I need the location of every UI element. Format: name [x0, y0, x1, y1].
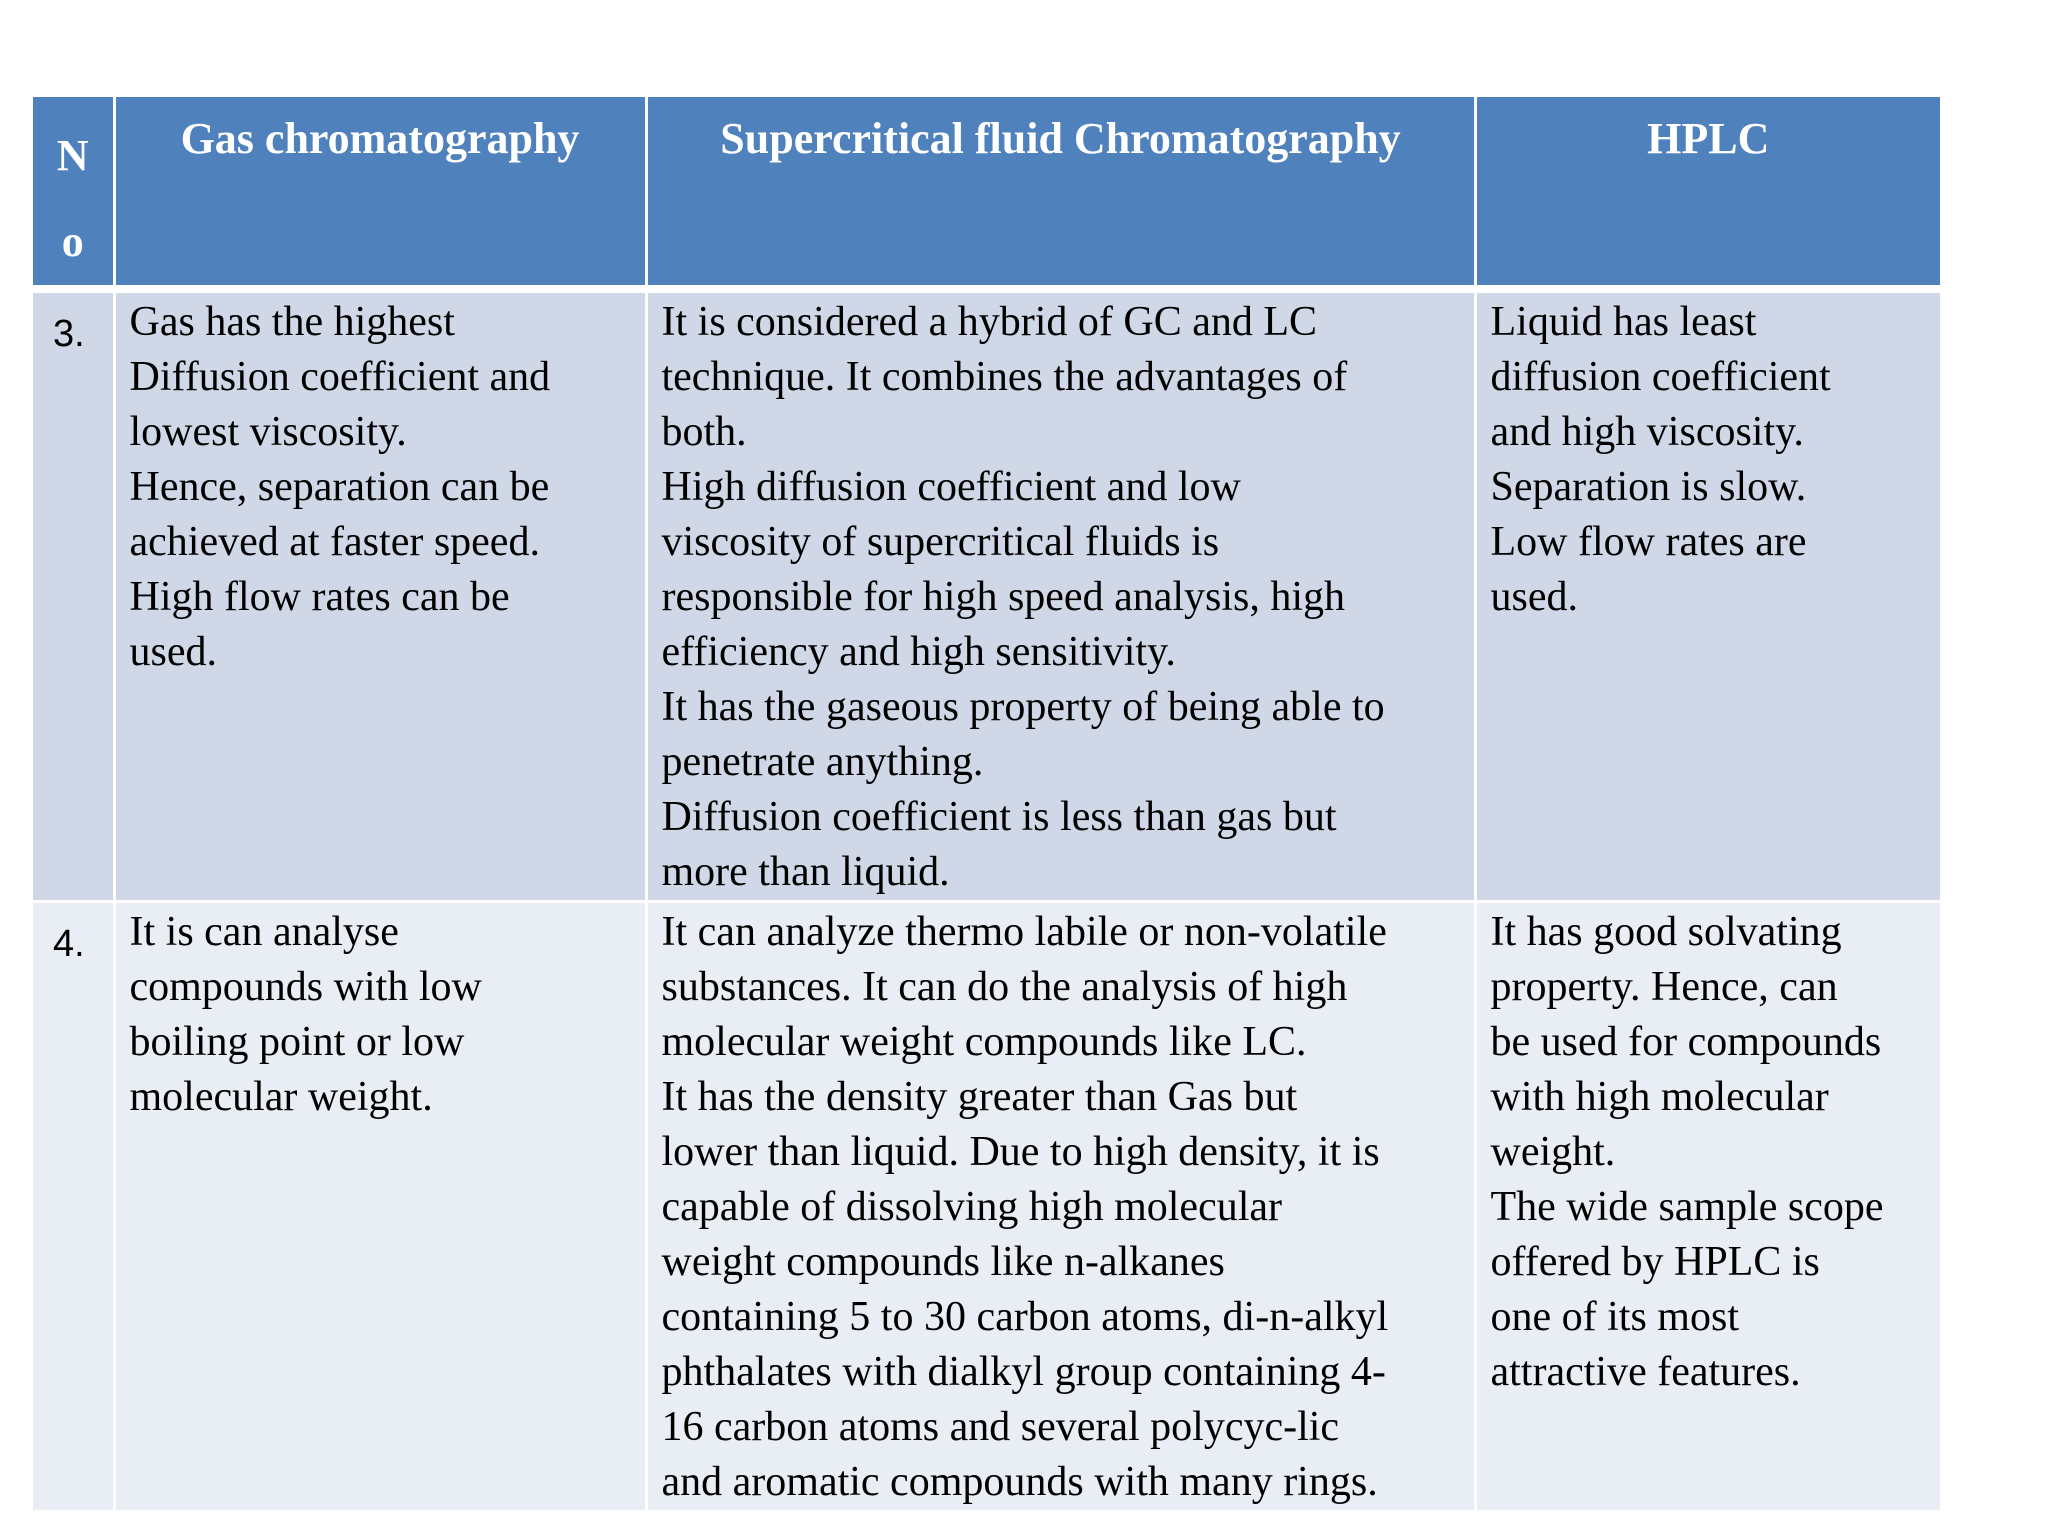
cell-line: offered by HPLC is: [1490, 1239, 1820, 1285]
cell-line: weight.: [1490, 1129, 1616, 1175]
cell-line: Liquid has least: [1490, 299, 1757, 345]
cell-line: property. Hence, can: [1490, 964, 1838, 1010]
hplc-cell: [1475, 902, 1940, 1511]
cell-line: used.: [1490, 574, 1578, 620]
header-gas-chromatography: Gas chromatography: [114, 97, 646, 289]
sfc-cell: [646, 289, 1475, 902]
row-number: 4.: [33, 902, 114, 1511]
gc-cell: [114, 289, 646, 902]
sfc-cell: [646, 902, 1475, 1511]
row-number: 3.: [33, 289, 114, 902]
cell-line: Hence, separation can be: [129, 464, 550, 510]
comparison-table: [33, 97, 1940, 1510]
cell-line: It has good solvating: [1490, 909, 1842, 955]
cell-line: Diffusion coefficient is less than gas but: [661, 794, 1337, 840]
cell-line: with high molecular: [1490, 1074, 1829, 1120]
cell-line: more than liquid.: [661, 849, 950, 895]
header-no-line-2: o: [61, 217, 84, 266]
cell-line: boiling point or low: [129, 1019, 465, 1065]
header-no-line-1: N: [56, 131, 89, 180]
cell-line: It is considered a hybrid of GC and LC: [661, 299, 1318, 345]
cell-line: attractive features.: [1490, 1349, 1801, 1395]
cell-line: 16 carbon atoms and several polycyc-lic: [661, 1404, 1340, 1450]
cell-line: It has the density greater than Gas but: [661, 1074, 1298, 1120]
header-hplc: HPLC: [1475, 97, 1940, 289]
cell-line: containing 5 to 30 carbon atoms, di-n-alkyl: [661, 1294, 1389, 1340]
cell-line: used.: [129, 629, 217, 675]
header-row: [33, 97, 1940, 289]
table-row: [33, 289, 1940, 902]
cell-line: It is can analyse: [129, 909, 399, 955]
gc-cell: [114, 902, 646, 1511]
cell-line: and aromatic compounds with many rings.: [661, 1459, 1378, 1505]
table-row: [33, 902, 1940, 1511]
cell-line: substances. It can do the analysis of high: [661, 964, 1348, 1010]
cell-line: efficiency and high sensitivity.: [661, 629, 1176, 675]
cell-line: Diffusion coefficient and: [129, 354, 551, 400]
cell-line: one of its most: [1490, 1294, 1739, 1340]
cell-line: molecular weight compounds like LC.: [661, 1019, 1307, 1065]
cell-line: penetrate anything.: [661, 739, 984, 785]
cell-line: It can analyze thermo labile or non-volatile: [661, 909, 1387, 955]
cell-line: technique. It combines the advantages of: [661, 354, 1348, 400]
cell-line: High diffusion coefficient and low: [661, 464, 1241, 510]
header-supercritical-fluid-chromatography: Supercritical fluid Chromatography: [646, 97, 1475, 289]
cell-line: both.: [661, 409, 747, 455]
cell-line: The wide sample scope: [1490, 1184, 1884, 1230]
cell-line: molecular weight.: [129, 1074, 433, 1120]
cell-line: compounds with low: [129, 964, 482, 1010]
cell-line: diffusion coefficient: [1490, 354, 1831, 400]
cell-line: and high viscosity.: [1490, 409, 1804, 455]
cell-line: weight compounds like n-alkanes: [661, 1239, 1225, 1285]
cell-line: lower than liquid. Due to high density, it is: [661, 1129, 1380, 1175]
cell-line: lowest viscosity.: [129, 409, 407, 455]
header-no: [33, 97, 114, 289]
cell-line: It has the gaseous property of being able to: [661, 684, 1385, 730]
cell-line: Low flow rates are: [1490, 519, 1807, 565]
cell-line: Separation is slow.: [1490, 464, 1807, 510]
cell-line: be used for compounds: [1490, 1019, 1882, 1065]
cell-line: Gas has the highest: [129, 299, 455, 345]
cell-line: viscosity of supercritical fluids is: [661, 519, 1220, 565]
cell-line: responsible for high speed analysis, high: [661, 574, 1346, 620]
cell-line: achieved at faster speed.: [129, 519, 540, 565]
hplc-cell: [1475, 289, 1940, 902]
cell-line: High flow rates can be: [129, 574, 510, 620]
cell-line: phthalates with dialkyl group containing 4-: [661, 1349, 1386, 1395]
cell-line: capable of dissolving high molecular: [661, 1184, 1283, 1230]
